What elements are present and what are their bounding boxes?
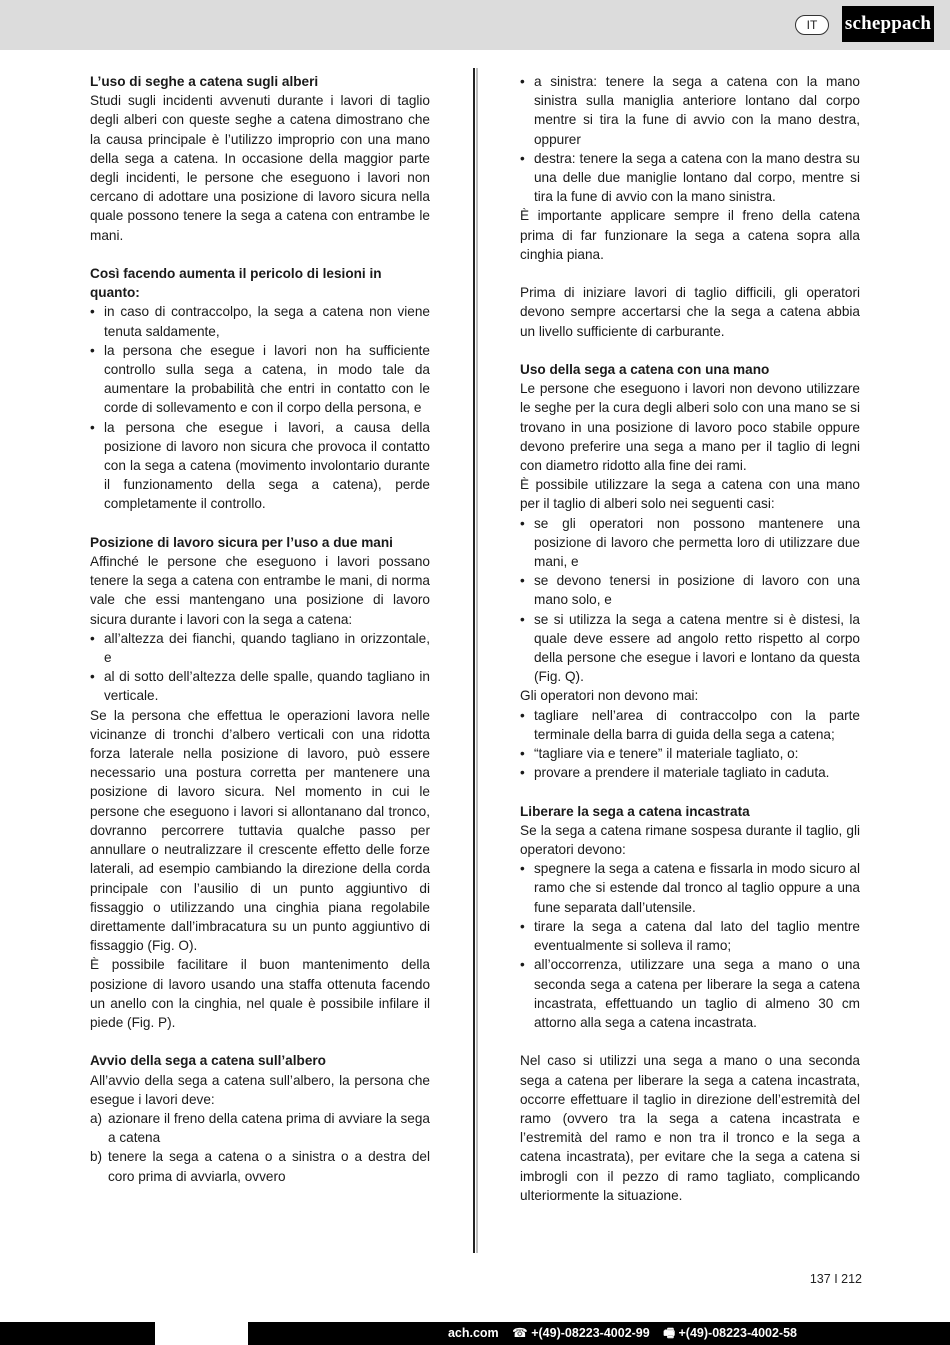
list-item-text: la persona che esegue i lavori, a causa della posizione di lavoro non sicura che provoca il contatto con la sega a catena (movimento involontario durante il funzionamento della sega a catena), perde completamente il controllo. (104, 419, 430, 512)
page-number: 137 I 212 (809, 1272, 862, 1286)
list-marker: • (520, 918, 525, 934)
body-paragraph: Le persone che eseguono i lavori non devono utilizzare le seghe per la cura degli alberi solo con una mano se si trovano in una posizione di lavoro poco stabile oppure devono preferire una sega a mano per il taglio di legni con diametro ridotto alla fine dei rami. (520, 381, 860, 474)
bullet-list-item (520, 514, 860, 572)
bullet-list-item (90, 341, 430, 418)
list-item-text: se si utilizza la sega a catena mentre si è distesi, la quale deve essere ad angolo retto rispetto al corpo della persone che esegue i lavori e lontano da questa (Fig. Q). (534, 611, 860, 685)
list-marker: • (90, 342, 95, 358)
footer-contact (448, 1322, 797, 1345)
fax-icon: 🖷 (663, 1326, 676, 1340)
paragraph-gap (90, 1032, 430, 1051)
bullet-list-item (520, 610, 860, 687)
lettered-list-item (90, 1109, 430, 1147)
footer-bar (0, 1322, 950, 1345)
footer-phone: +(49)-08223-4002-99 (531, 1326, 650, 1340)
list-item-text: provare a prendere il materiale tagliato in caduta. (534, 765, 830, 781)
body-paragraph: Nel caso si utilizzi una sega a mano o una seconda sega a catena per liberare la sega a catena incastrata, occorre effettuare il taglio in direzione dell’estremità del ramo (ovvero tra la sega a catena incastrata e l’estremità del ramo e non tra il tronco e la sega a catena incastrata), per evitare che la sega a catena si imbrogli con il pezzo di ramo tagliato, complicando ulteriormente la situazione. (520, 1053, 860, 1203)
bullet-list-item (520, 763, 860, 782)
list-item-text: tenere la sega a catena o a sinistra o a destra del coro prima di avviarla, ovvero (108, 1149, 430, 1184)
lettered-list-item (90, 1147, 430, 1185)
body-paragraph: Gli operatori non devono mai: (520, 688, 699, 704)
left-column (90, 72, 430, 1186)
section-heading: Avvio della sega a catena sull’albero (90, 1053, 326, 1069)
list-item-text: tagliare nell’area di contraccolpo con la parte terminale della barra di guida della sega a catena; (534, 707, 860, 742)
bullet-list-item (520, 72, 860, 149)
bullet-list-item (90, 302, 430, 340)
section-heading: Posizione di lavoro sicura per l’uso a due mani (90, 534, 393, 550)
footer-website[interactable]: ach.com (447, 1326, 499, 1340)
bullet-list-item (520, 744, 860, 763)
footer-fax: +(49)-08223-4002-58 (678, 1326, 797, 1340)
list-marker: • (90, 419, 95, 435)
body-paragraph: È possibile facilitare il buon mantenimento della posizione di lavoro usando una staffa ottenuta facendo un anello con la cinghia, nel quale è possibile infilare il piede (Fig. P). (90, 957, 430, 1030)
bullet-list-item (520, 149, 860, 207)
body-paragraph: Affinché le persone che eseguono i lavori possano tenere la sega a catena con entrambe le mani, di norma vale che essi mantengano una posizione di lavoro sicura durante i lavori con la sega a catena: (90, 554, 430, 627)
list-marker: a) (90, 1110, 103, 1126)
list-item-text: all’altezza dei fianchi, quando tagliano in orizzontale, e (104, 630, 430, 666)
bullet-list-item (520, 859, 860, 917)
list-marker: • (90, 304, 95, 320)
paragraph-gap (520, 264, 860, 283)
list-item-text: tirare la sega a catena dal lato del taglio mentre eventualmente si solleva il ramo; (534, 918, 860, 954)
section-heading: Uso della sega a catena con una mano (520, 362, 770, 378)
bullet-list-item (520, 706, 860, 744)
column-divider (473, 68, 475, 1253)
list-marker: • (90, 630, 95, 646)
list-marker: • (90, 669, 95, 685)
right-column (520, 72, 860, 1205)
list-marker: • (520, 515, 525, 531)
paragraph-gap (520, 1032, 860, 1051)
bullet-list-item (520, 917, 860, 955)
body-paragraph: Prima di iniziare lavori di taglio difficili, gli operatori devono sempre accertarsi che la sega a catena abbia un livello sufficiente di carburante. (520, 285, 860, 339)
list-item-text: in caso di contraccolpo, la sega a catena non viene tenuta saldamente, (104, 304, 430, 339)
phone-icon: ☎ (512, 1326, 528, 1340)
bullet-list-item (520, 955, 860, 1032)
list-item-text: al di sotto dell’altezza delle spalle, quando tagliano in verticale. (104, 669, 430, 704)
paragraph-gap (90, 514, 430, 533)
list-item-text: se gli operatori non possono mantenere una posizione di lavoro che permetta loro di utilizzare due mani, e (534, 515, 860, 570)
list-marker: • (520, 611, 525, 627)
list-item-text: azionare il freno della catena prima di avviare la sega a catena (108, 1110, 430, 1146)
body-paragraph: Studi sugli incidenti avvenuti durante i lavori di taglio degli alberi con queste seghe a catena dimostrano che la causa principale è l’utilizzo improprio con una mano della sega a catena. In occasione della maggior parte degli incidenti, le persone che eseguono i lavori non cercano di adottare una posizione di lavoro sicura nella quale possono tenere la sega a catena con entrambe le mani. (90, 93, 430, 243)
header-bar (0, 0, 950, 50)
paragraph-gap (90, 245, 430, 264)
body-paragraph: All’avvio della sega a catena sull’albero, la persona che esegue i lavori deve: (90, 1072, 430, 1107)
footer-white-block (155, 1322, 248, 1345)
section-heading: L’uso di seghe a catena sugli alberi (90, 74, 319, 89)
list-marker: • (520, 765, 525, 781)
section-heading: Così facendo aumenta il pericolo di lesioni in quanto: (90, 266, 382, 301)
list-marker: • (520, 573, 525, 589)
bullet-list-item (90, 629, 430, 667)
paragraph-gap (520, 782, 860, 801)
list-marker: • (520, 957, 525, 973)
list-marker: • (520, 707, 525, 723)
list-item-text: spegnere la sega a catena e fissarla in modo sicuro al ramo che si estende dal tronco al taglio oppure a una fune separata dall’utensile. (534, 861, 860, 915)
body-paragraph: Se la sega a catena rimane sospesa durante il taglio, gli operatori devono: (520, 822, 860, 858)
bullet-list-item (520, 571, 860, 609)
list-item-text: “tagliare via e tenere” il materiale tagliato, o: (534, 746, 799, 762)
brand-logo: scheppach (842, 6, 934, 42)
list-marker: • (520, 74, 525, 89)
language-badge: IT (795, 15, 829, 35)
list-item-text: destra: tenere la sega a catena con la mano destra su una delle due maniglie lontano dal corpo, mentre si tira la fune di avvio con la mano sinistra. (534, 150, 860, 205)
list-item-text: a sinistra: tenere la sega a catena con la mano sinistra sulla maniglia anteriore lontano dal corpo mentre si tira la fune di avvio con la mano destra, oppurer (534, 74, 860, 147)
list-item-text: all’occorrenza, utilizzare una sega a mano o una seconda sega a catena per liberare la sega a catena incastrata, effettuando un taglio di almeno 30 cm attorno alla sega a catena incastrata. (534, 957, 860, 1030)
section-heading: Liberare la sega a catena incastrata (520, 803, 750, 819)
list-item-text: se devono tenersi in posizione di lavoro con una mano solo, e (534, 573, 860, 608)
body-paragraph: È importante applicare sempre il freno della catena prima di far funzionare la sega a catena sopra alla cinghia piana. (520, 208, 860, 262)
paragraph-gap (520, 341, 860, 360)
list-marker: b) (90, 1149, 103, 1165)
column-divider-shadow (476, 68, 478, 1253)
bullet-list-item (90, 667, 430, 705)
body-paragraph: È possibile utilizzare la sega a catena con una mano per il taglio di alberi solo nei seguenti casi: (520, 477, 860, 512)
list-marker: • (520, 861, 525, 877)
bullet-list-item (90, 418, 430, 514)
list-item-text: la persona che esegue i lavori non ha sufficiente controllo sulla sega a catena, in modo tale da aumentare la probabilità che entri in contatto con le corde di sollevamento e con il corpo della persona, e (104, 342, 430, 416)
list-marker: • (520, 746, 525, 762)
body-paragraph: Se la persona che effettua le operazioni lavora nelle vicinanze di tronchi d’albero verticali con una ridotta forza laterale nella posizione di lavoro, può essere necessario una postura corretta per mantenere una posizione di lavoro sicura. Nel momento in cui le persone che eseguono i lavori si allontanano dal tronco, dovranno percorrere tuttavia qualche passo per annullare o neutralizzare il crescente effetto delle forze laterali, ad esempio cambiando la direzione della corda principale con l’ausilio di un punto aggiuntivo di fissaggio o utilizzando una cinghia piana regolabile direttamente dall’imbracatura su un punto aggiuntivo di fissaggio (Fig. O). (90, 707, 430, 954)
list-marker: • (520, 150, 525, 166)
